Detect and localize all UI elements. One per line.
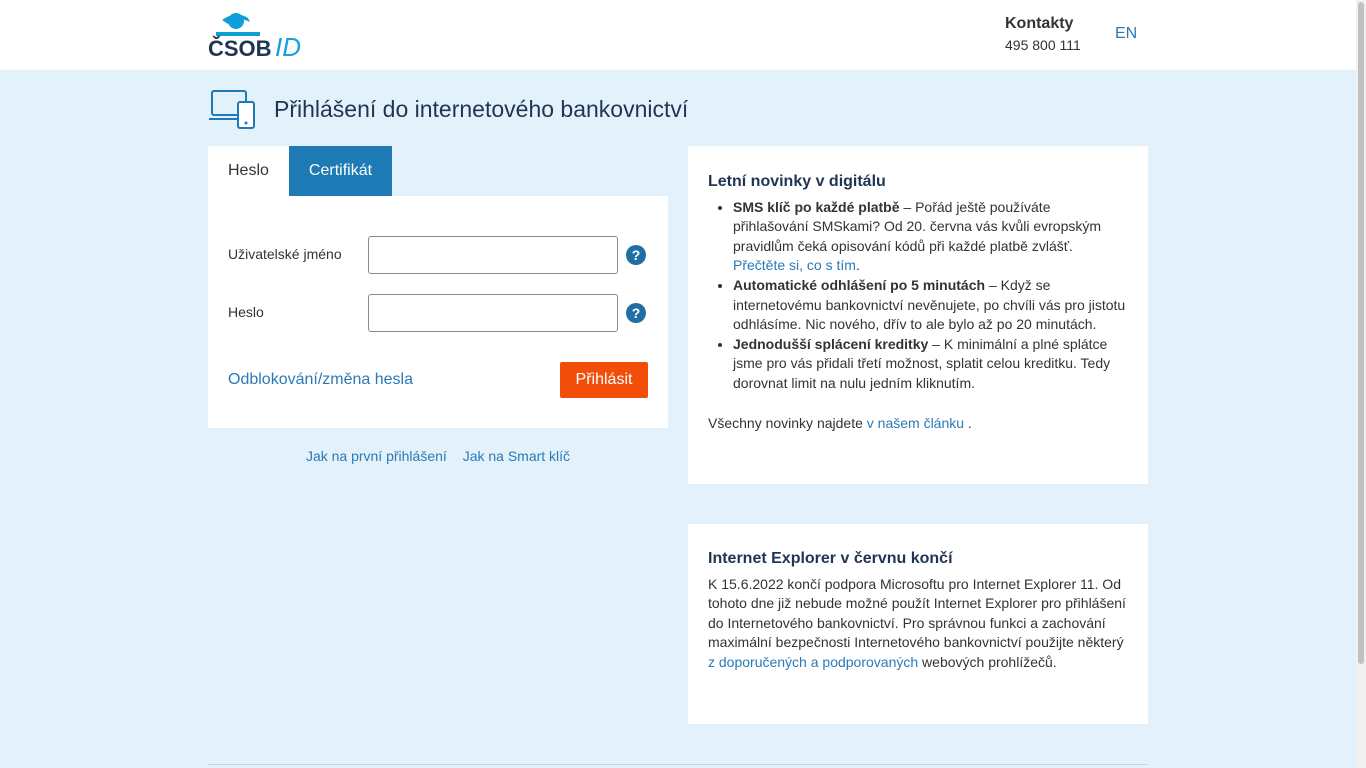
username-input[interactable] [368,236,618,274]
laptop-phone-icon [208,88,256,130]
contacts-phone[interactable]: 495 800 111 [1005,37,1081,53]
svg-text:ČSOB: ČSOB [208,36,272,60]
news-ie-body [708,575,1128,673]
password-help-icon[interactable]: ? [626,303,646,323]
first-login-link[interactable]: Jak na první přihlášení [305,448,447,464]
supported-browsers-link[interactable]: z doporučených a podporovaných [708,653,919,670]
username-label: Uživatelské jméno [228,246,342,262]
login-method-tabs [208,146,392,196]
list-item [733,335,1128,394]
read-more-link[interactable]: Přečtěte si, co s tím [733,257,856,274]
list-item-text: – K minimální a plné splátce jsme pro vás přidali třetí možnost, splatit celou kreditku. Tedy dorovnat limit na nulu jedním kliknutím. [733,335,1111,391]
all-news-line [708,414,1128,434]
list-item-title: SMS klíč po každé platbě [733,198,900,215]
news-ie-text: webových prohlížečů. [918,653,1057,670]
list-item-title: Jednodušší splácení kreditky [733,335,929,352]
list-item-title: Automatické odhlášení po 5 minutách [733,276,986,293]
news-ie-title: Internet Explorer v červnu končí [708,550,953,567]
page-heading [208,88,688,130]
news-ie-panel [688,524,1148,724]
contacts-block [1005,15,1081,53]
news-ie-text: K 15.6.2022 končí podpora Microsoftu pro Internet Explorer 11. Od tohoto dne již nebude možné použít Internet Explorer pro přihlášení do Internetového bankovnictví. Pro správnou funkci a zachování maximální bezpečnosti Internetového bankovnictví použijte některý [708,575,1126,651]
all-news-text: . [964,414,972,431]
login-button[interactable]: Přihlásit [560,362,648,398]
unblock-change-password-link[interactable]: Odblokování/změna hesla [228,371,413,388]
news-summer-list [708,198,1128,394]
news-summer-title: Letní novinky v digitálu [708,173,886,190]
list-item-text: – Když se internetovému bankovnictví nevěnujete, po chvíli vás pro jistotu odhlásíme. Nic nového, dřív to ale bylo až po 20 minutách. [733,276,1126,333]
list-item-text: . [855,257,860,274]
help-links [208,448,668,464]
password-input[interactable] [368,294,618,332]
password-label: Heslo [228,304,264,320]
tab-certifikat[interactable]: Certifikát [289,146,392,196]
footer-divider [208,764,1148,765]
svg-text:ID: ID [275,32,301,60]
all-news-text: Všechny novinky najdete [708,414,867,431]
username-help-icon[interactable]: ? [626,245,646,265]
list-item-text: – Pořád ještě používáte přihlašování SMSkami? Od 20. června vás kvůli evropským pravidlům čeká opisování kódů při každé platbě zvlášť. [733,198,1102,254]
login-form [208,196,668,428]
scrollbar-thumb[interactable] [1358,2,1364,664]
page-scrollbar[interactable] [1356,0,1366,768]
contacts-label: Kontakty [1005,15,1074,32]
news-summer-panel [688,146,1148,484]
article-link[interactable]: v našem článku [866,414,965,431]
csob-id-logo[interactable] [208,12,308,60]
top-header [0,0,1356,70]
page-title: Přihlášení do internetového bankovnictví [274,95,689,122]
list-item [733,198,1128,276]
tab-heslo[interactable]: Heslo [208,146,289,196]
list-item [733,276,1128,335]
language-switch-link[interactable]: EN [1115,25,1138,42]
smart-key-link[interactable]: Jak na Smart klíč [462,448,571,464]
